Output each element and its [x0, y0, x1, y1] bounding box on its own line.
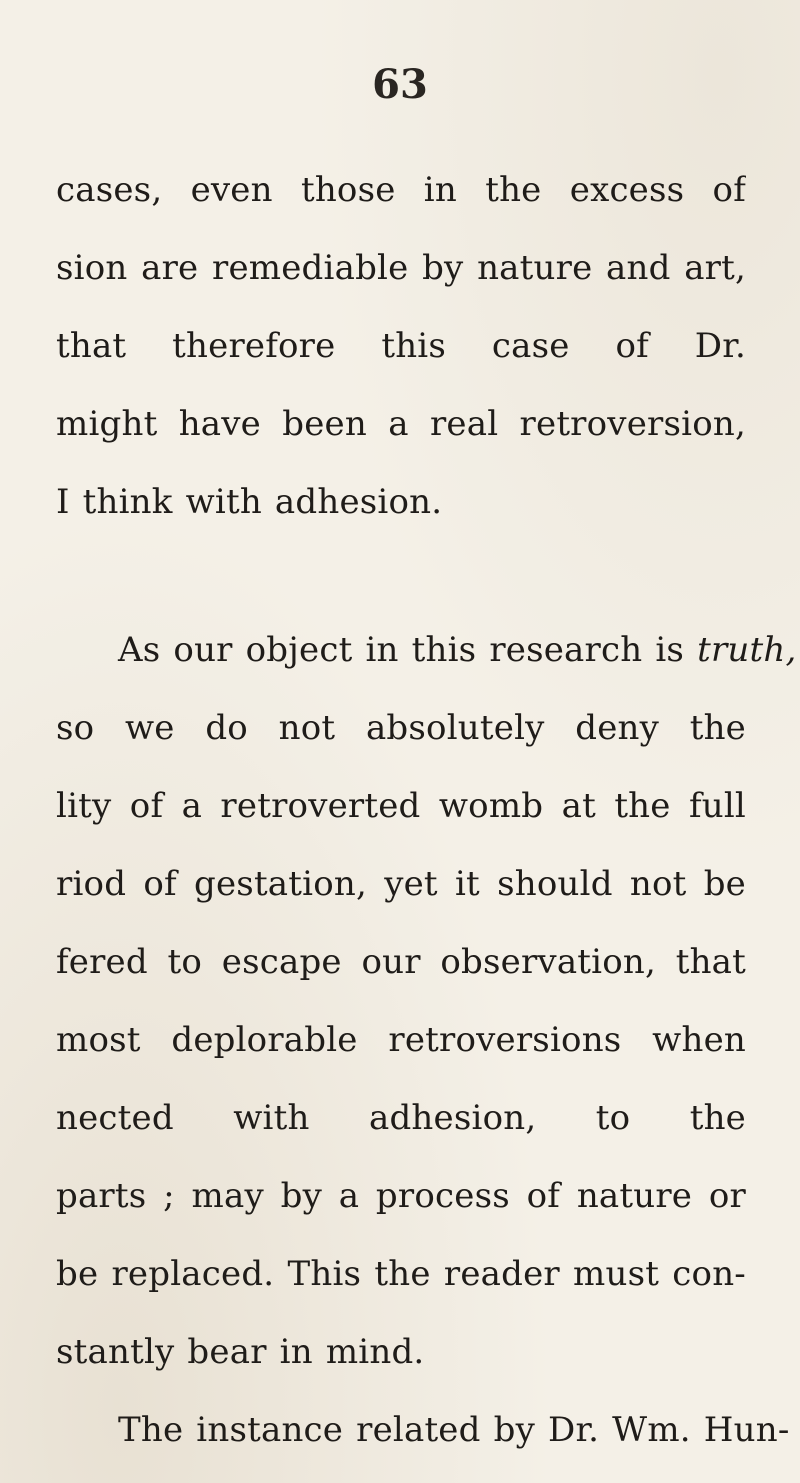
text-line: fered to escape our observation, that	[56, 942, 746, 982]
text-line: riod of gestation, yet it should not be	[56, 864, 746, 904]
paragraph-first-line	[118, 620, 797, 680]
text-run: As our object in this research is	[118, 630, 685, 670]
paragraph-first-line: The instance related by Dr. Wm. Hun-	[118, 1410, 790, 1450]
text-line: parts ; may by a process of nature or	[56, 1176, 746, 1216]
page-number: 63	[372, 61, 428, 108]
text-line: cases, even those in the excess of	[56, 170, 746, 210]
text-line: be replaced. This the reader must con-	[56, 1254, 746, 1294]
text-line: nected with adhesion, to the	[56, 1098, 746, 1138]
text-line: so we do not absolutely deny the	[56, 708, 746, 748]
italic-word: truth,	[697, 630, 797, 670]
text-line: might have been a real retroversion,	[56, 404, 746, 444]
text-line: sion are remediable by nature and art,	[56, 248, 746, 288]
text-line: I think with adhesion.	[56, 482, 443, 522]
text-line: stantly bear in mind.	[56, 1332, 425, 1372]
text-line: lity of a retroverted womb at the full	[56, 786, 746, 826]
text-line: most deplorable retroversions when	[56, 1020, 746, 1060]
text-line: that therefore this case of Dr.	[56, 326, 746, 366]
